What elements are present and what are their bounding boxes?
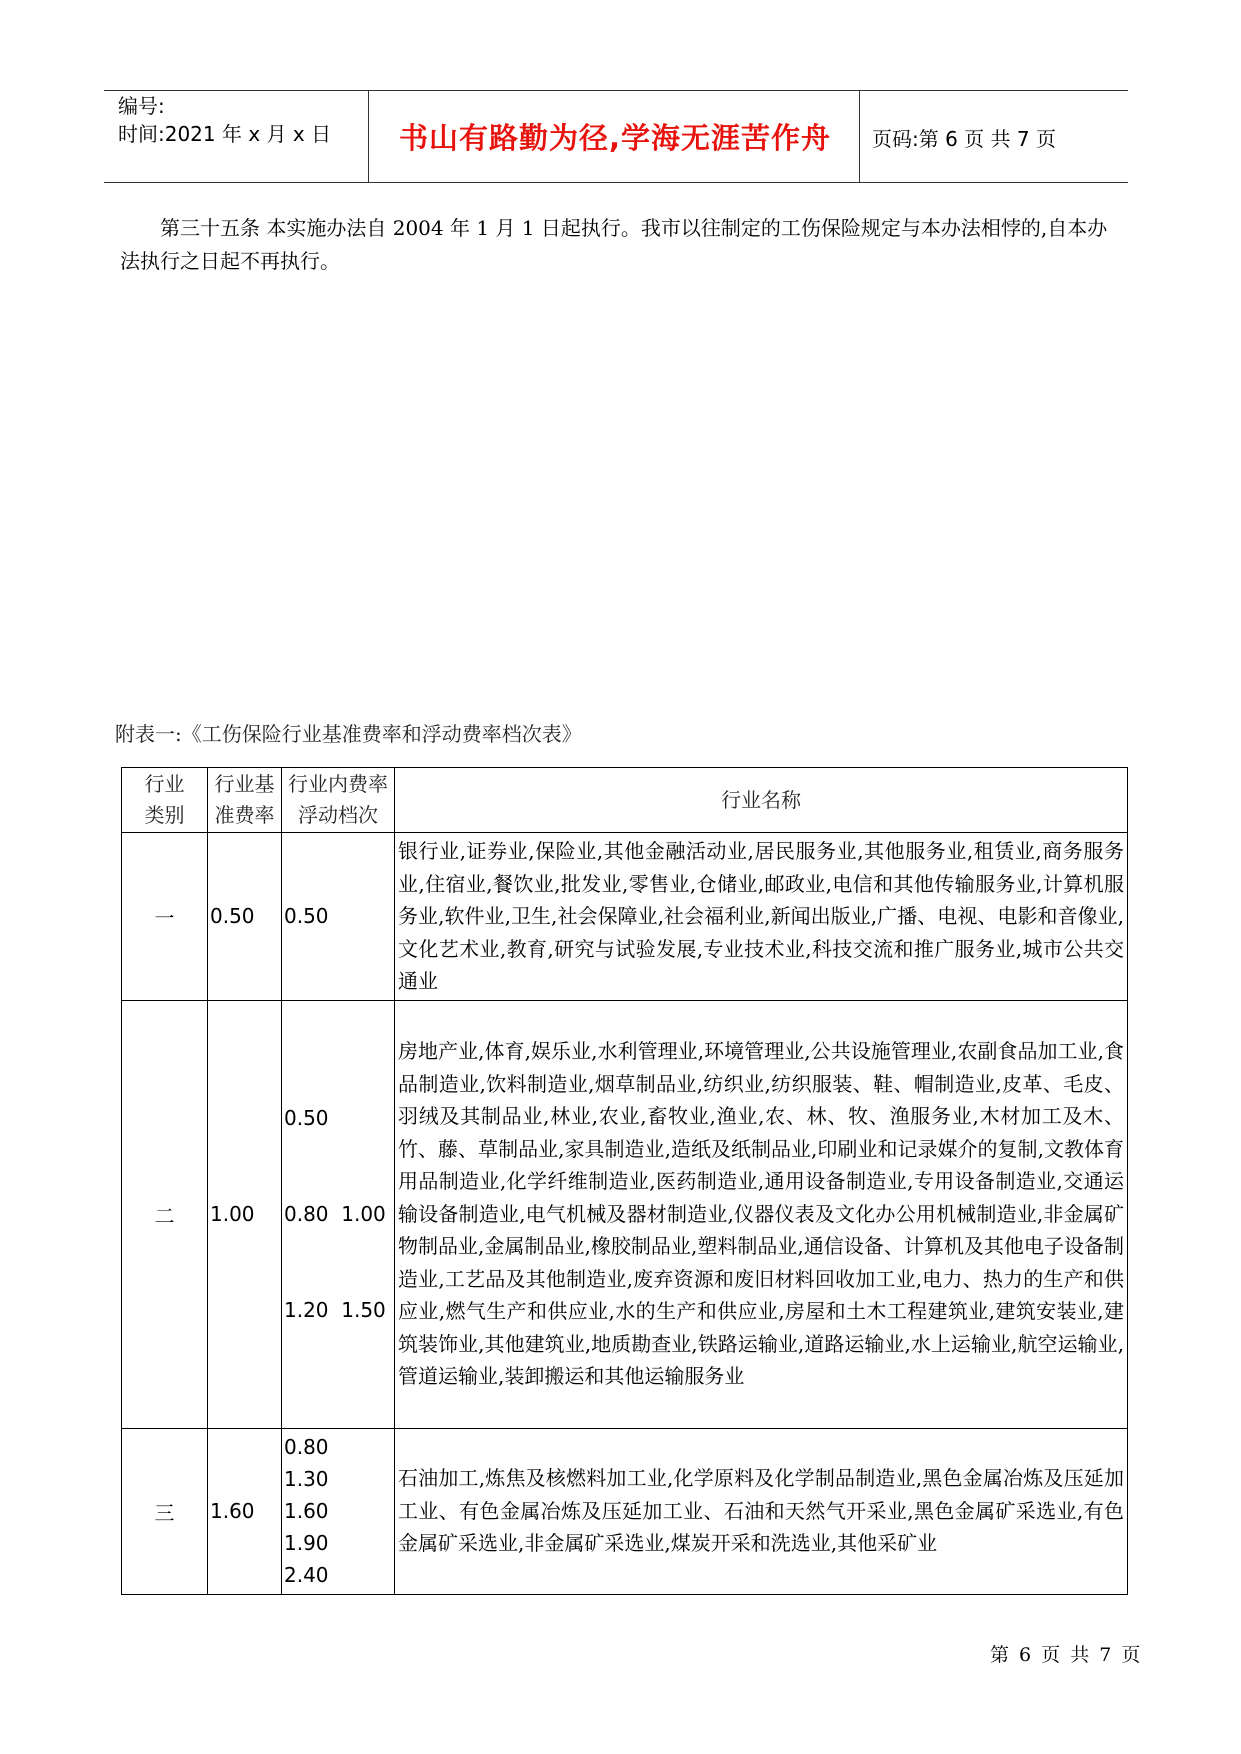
header-bottom-rule xyxy=(104,182,1128,183)
table-row xyxy=(122,1000,1128,1428)
time-label: 时间:2021 年 x 月 x 日 xyxy=(118,122,332,146)
table-header-row xyxy=(122,768,1128,833)
row-1-float-rates: 0.50 xyxy=(282,833,395,1001)
header-float-rate: 行业内费率 浮动档次 xyxy=(282,768,395,833)
header-divider-left xyxy=(368,90,369,183)
header-industry: 行业名称 xyxy=(395,768,1128,833)
row-1-category: 一 xyxy=(122,833,208,1001)
header-motto: 书山有路勤为径,学海无涯苦作舟 xyxy=(398,121,832,155)
row-2-category: 二 xyxy=(122,1000,208,1428)
header-top-rule xyxy=(104,90,1128,91)
row-2-float-rates: 0.50 0.80 1.00 1.20 1.50 xyxy=(282,1000,395,1428)
row-3-base-rate: 1.60 xyxy=(208,1428,282,1594)
header-category: 行业 类别 xyxy=(122,768,208,833)
row-1-industries: 银行业,证券业,保险业,其他金融活动业,居民服务业,其他服务业,租赁业,商务服务业,住宿业,餐饮业,批发业,零售业,仓储业,邮政业,电信和其他传输服务业,计算机服务业,软件业,卫生,社会保障业,社会福利业,新闻出版业,广播、电视、电影和音像业,文化艺术业,教育,研究与试验发展,专业技术业,科技交流和推广服务业,城市公共交通业 xyxy=(395,833,1128,1001)
header-page-number: 页码:第 6 页 共 7 页 xyxy=(872,127,1056,151)
footer-page-number: 第 6 页 共 7 页 xyxy=(990,1644,1141,1666)
serial-label: 编号: xyxy=(118,94,165,118)
row-3-float-rates: 0.80 1.30 1.60 1.90 2.40 xyxy=(282,1428,395,1594)
table-row xyxy=(122,833,1128,1001)
row-2-industries: 房地产业,体育,娱乐业,水利管理业,环境管理业,公共设施管理业,农副食品加工业,食品制造业,饮料制造业,烟草制品业,纺织业,纺织服装、鞋、帽制造业,皮革、毛皮、羽绒及其制品业,林业,农业,畜牧业,渔业,农、林、牧、渔服务业,木材加工及木、竹、藤、草制品业,家具制造业,造纸及纸制品业,印刷业和记录媒介的复制,文教体育用品制造业,化学纤维制造业,医药制造业,通用设备制造业,专用设备制造业,交通运输设备制造业,电气机械及器材制造业,仪器仪表及文化办公用机械制造业,非金属矿物制品业,金属制品业,橡胶制品业,塑料制品业,通信设备、计算机及其他电子设备制造业,工艺品及其他制造业,废弃资源和废旧材料回收加工业,电力、热力的生产和供应业,燃气生产和供应业,水的生产和供应业,房屋和土木工程建筑业,建筑安装业,建筑装饰业,其他建筑业,地质勘查业,铁路运输业,道路运输业,水上运输业,航空运输业,管道运输业,装卸搬运和其他运输服务业 xyxy=(395,1000,1128,1428)
row-2-base-rate: 1.00 xyxy=(208,1000,282,1428)
article-35: 第三十五条 本实施办法自 2004 年 1 月 1 日起执行。我市以往制定的工伤保险规定与本办法相悖的,自本办法执行之日起不再执行。 xyxy=(120,216,1108,273)
row-3-category: 三 xyxy=(122,1428,208,1594)
row-3-industries: 石油加工,炼焦及核燃料加工业,化学原料及化学制品制造业,黑色金属冶炼及压延加工业、有色金属冶炼及压延加工业、石油和天然气开采业,黑色金属矿采选业,有色金属矿采选业,非金属矿采选业,煤炭开采和洗选业,其他采矿业 xyxy=(395,1428,1128,1594)
header-meta xyxy=(118,92,331,148)
rate-table xyxy=(121,767,1128,1595)
table-caption: 附表一:《工伤保险行业基准费率和浮动费率档次表》 xyxy=(115,722,582,746)
header-base-rate: 行业基 准费率 xyxy=(208,768,282,833)
row-1-base-rate: 0.50 xyxy=(208,833,282,1001)
table-row xyxy=(122,1428,1128,1594)
